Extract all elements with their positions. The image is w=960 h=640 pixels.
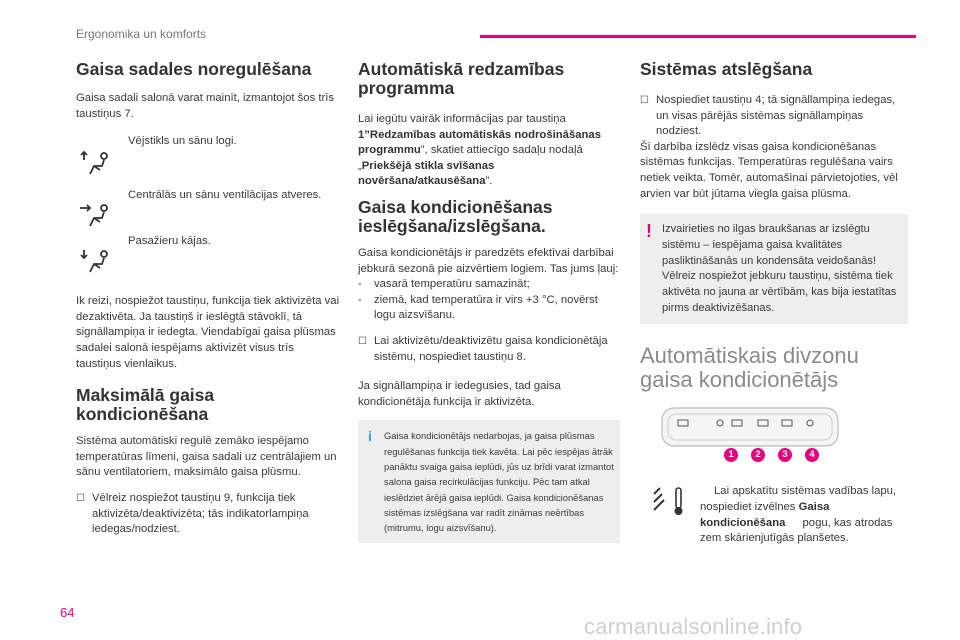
heading-system-off: Sistēmas atslēgšana (640, 59, 813, 79)
max-ac-bullet (76, 491, 342, 538)
panel-drawing (656, 406, 844, 450)
system-off-text: Šī darbība izslēdz visas gaisa kondicionēšanas sistēmas funkcijas. Temperatūras regulēšana vairs netiek veikta. Tomēr, automašīnai pārvietojoties, vēl arvien var būt jūtama viegla gaisa plūsma. (640, 140, 898, 200)
callout-1: 1 (724, 448, 738, 462)
heading-dual-zone: Automātiskais divzonu gaisa kondicionētājs (640, 343, 859, 393)
dash-item: - vasarā temperatūru samazināt; (358, 277, 620, 293)
heading-max-ac: Maksimālā gaisa kondicionēšana (76, 385, 215, 425)
section-header: Ergonomika un komforts (76, 27, 207, 41)
page-number: 64 (60, 605, 75, 620)
warning-text: Izvairieties no ilgas braukšanas ar izslēgtu sistēmu – iespējama gaisa kvalitātes pasliktināšanās un kondensāta veidošanās! Vēlreiz nospiežot jebkuru taustiņu, sistēma tiek aktivēta no jauna ar vērtībām, kas bija iestatītas pirms deaktivizēšanas. (662, 223, 897, 314)
text-bold: 1”Redzamības automātiskās nodrošināšanas programmu (358, 128, 601, 157)
dash-text: ziemā, kad temperatūra ir virs +3 °C, novērst logu aizsvīšanu. (374, 293, 598, 322)
vents-airflow-icon (76, 200, 114, 228)
info-text: Gaisa kondicionētājs nedarbojas, ja gaisa plūsmas regulēšanas funkcija tiek kavēta. Lai pēc iespējas ātrāk panāktu svaiga gaisa ieplūdi, jūs uz brīdi varat izmantot salona gaisa recirkulācijas funkciju. Pēc tam atkal ieslēdziet ārējā gaisa ieplūdi. Gaisa kondicionēšanas sistēmas izslēgšana var radīt zināmas neērtības (mitrumu, logu aizsvīšanu). (384, 430, 614, 534)
heading-ac-onoff: Gaisa kondicionēšanas ieslēgšana/izslēgšana. (358, 196, 553, 236)
max-ac-bullet-text: Vēlreiz nospiežot taustiņu 9, funkcija tiek aktivizēta/deaktivizēta; tās indikatorlampiņa iedegas/nodziest. (92, 491, 309, 536)
heading-auto-visibility: Automātiskā redzamības programma (358, 59, 565, 98)
ac-menu-icon (650, 486, 686, 516)
control-panel-illustration (656, 406, 844, 470)
callout-3: 3 (778, 448, 792, 462)
callout-4: 4 (805, 448, 819, 462)
icon-label-windshield: Vējstikls un sānu logi. (128, 135, 237, 148)
warning-box (640, 214, 908, 324)
icon-row-windshield (76, 135, 342, 176)
text-part: ”, skatiet attiecīgo sadaļu nodaļā „ (358, 144, 583, 172)
text-part: pogu, kas atrodas zem skārienjutīgās planšetes. (700, 516, 893, 545)
windshield-airflow-icon (76, 148, 114, 176)
system-off-bullet (640, 93, 908, 140)
auto-visibility-text (358, 112, 620, 190)
column-right (640, 60, 908, 553)
warning-icon: ! (646, 221, 652, 242)
max-ac-text: Sistēma automātiski regulē zemāko iespējamo temperatūras līmeni, gaisa sadali uz centrālajiem un sānu ventilatoriem, maksimālo gaisa plūsmu. (76, 435, 337, 479)
callout-2: 2 (751, 448, 765, 462)
dash-text: vasarā temperatūru samazināt; (374, 278, 530, 291)
header-accent-bar (480, 35, 916, 38)
text-bold: Priekšējā stikla svīšanas novēršana/atkausēšana (358, 159, 495, 188)
dash-item: - ziemā, kad temperatūra ir virs +3 °C, novērst logu aizsvīšanu. (358, 293, 620, 324)
column-left (76, 60, 342, 548)
icon-label-feet: Pasažieru kājas. (128, 235, 211, 248)
bullet-marker-icon: ☐ (76, 492, 85, 504)
ac-bullet-text: Lai aktivizētu/deaktivizētu gaisa kondicionētāja sistēmu, nospiediet taustiņu 8. (374, 334, 608, 363)
system-off-bullet-text: Nospiediet taustiņu 4; tā signāllampiņa iedegas, un visas pārējās sistēmas signāllampiņas nodziest. (656, 94, 896, 138)
info-box (358, 420, 620, 543)
final-text (700, 484, 908, 546)
column-middle (358, 60, 620, 543)
bullet-marker-icon: ☐ (640, 95, 649, 106)
ac-indicator-text: Ja signāllampiņa ir iedegusies, tad gaisa kondicionētāja funkcija ir aktivizēta. (358, 380, 561, 408)
toggle-explanation: Ik reizi, nospiežot taustiņu, funkcija tiek aktivizēta vai dezaktivēta. Ja taustiņš ir ieslēgtā stāvoklī, tā signāllampiņa ir iedegta. Viendabīgai gaisa plūsmas sadalei salonā iespējams aktivizēt visus trīs taustiņus vienlaikus. (76, 295, 340, 370)
text-part: Lai apskatītu sistēmas vadības lapu, nospiediet izvēlnes (700, 485, 897, 513)
icon-row-vents (76, 189, 342, 228)
ac-bullet (358, 334, 620, 365)
ac-intro: Gaisa kondicionētājs ir paredzēts efektīvai darbībai jebkurā sezonā pie aizvērtiem logiem. Tas jums ļauj: (358, 246, 619, 275)
intro-text: Gaisa sadali salonā varat mainīt, izmantojot šos trīs taustiņus 7. (76, 92, 335, 120)
info-icon: i (368, 428, 372, 445)
bullet-marker-icon: ☐ (358, 335, 367, 347)
text-part: ”. (485, 175, 493, 188)
icon-label-vents: Centrālās un sānu ventilācijas atveres. (128, 189, 322, 202)
final-row (650, 484, 908, 546)
feet-airflow-icon (76, 246, 114, 274)
watermark: carmanualsonline.info (584, 614, 803, 639)
heading-air-distribution: Gaisa sadales noregulēšana (76, 59, 312, 79)
text-bold: Gaisa kondicionēšana (700, 500, 830, 529)
icon-row-feet (76, 235, 342, 274)
text-part: Lai iegūtu vairāk informācijas par taustiņa (358, 113, 566, 125)
